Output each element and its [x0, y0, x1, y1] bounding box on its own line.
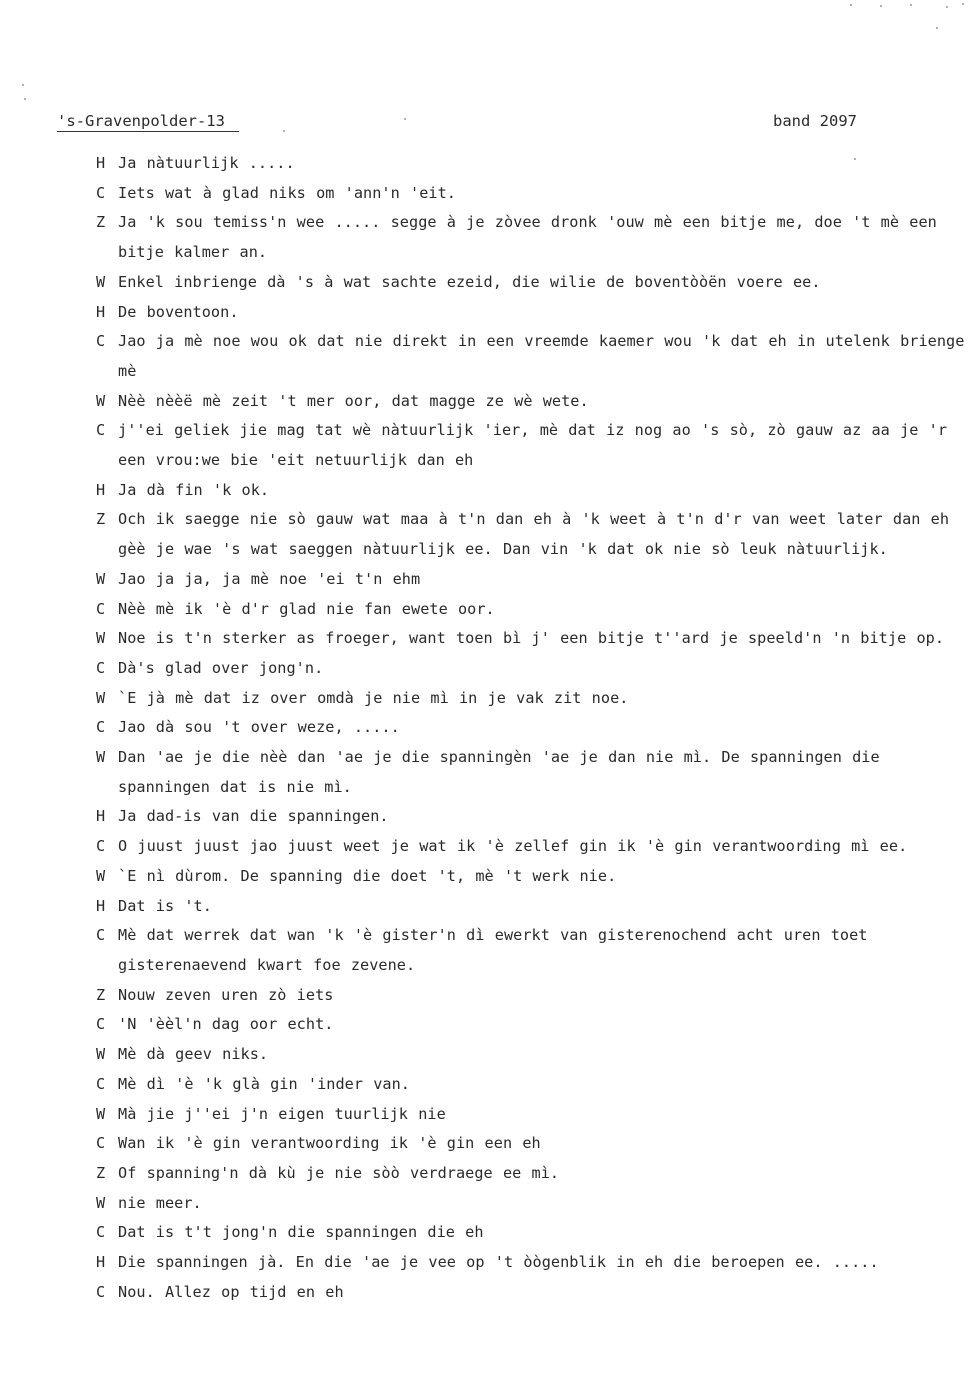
speaker-label: W: [96, 391, 106, 410]
utterance-text: Jao ja mè noe wou ok dat nie direkt in een vreemde kaemer wou 'k dat eh in utelenk brienge mè: [118, 332, 965, 380]
transcript-turn: [96, 1278, 972, 1308]
speaker-label: W: [96, 272, 106, 291]
speaker-label: H: [96, 154, 106, 172]
utterance-text: Dat is 't.: [118, 896, 212, 915]
transcript-turn: [96, 1248, 972, 1278]
utterance-text: Nouw zeven uren zò iets: [118, 985, 334, 1004]
utterance-text: `E nì dùrom. De spanning die doet 't, mè 't werk nie.: [118, 866, 617, 885]
utterance-text: Mè dì 'è 'k glà gin 'inder van.: [118, 1074, 411, 1093]
transcript-turn: [96, 565, 972, 595]
speaker-label: C: [96, 1134, 106, 1153]
transcript-turn: [96, 892, 972, 922]
speaker-label: W: [96, 1045, 106, 1064]
transcript-turn: [96, 981, 972, 1011]
speaker-label: H: [96, 896, 106, 915]
scan-speck: [910, 4, 912, 6]
utterance-text: Ja dà fin 'k ok.: [118, 480, 270, 499]
speaker-label: C: [96, 1074, 106, 1093]
transcript-turn: [96, 1189, 972, 1219]
transcript-turn: [96, 921, 972, 980]
scan-speck: [22, 84, 24, 86]
utterance-text: Ja nàtuurlijk .....: [118, 154, 295, 172]
utterance-text: Mà jie j''ei j'n eigen tuurlijk nie: [118, 1104, 446, 1123]
utterance-text: Mè dà geev niks.: [118, 1045, 269, 1064]
utterance-text: nie meer.: [118, 1193, 202, 1212]
transcript-turn: [96, 149, 972, 179]
transcript-turn: [96, 1159, 972, 1189]
utterance-text: Dà's glad over jong'n.: [118, 658, 324, 677]
speaker-label: C: [96, 1223, 106, 1242]
utterance-text: `E jà mè dat iz over omdà je nie mì in je vak zit noe.: [118, 688, 629, 707]
title-underline: [57, 131, 239, 132]
scan-speck: [850, 4, 852, 6]
utterance-text: Dat is t't jong'n die spanningen die eh: [118, 1223, 484, 1242]
speaker-label: C: [96, 332, 106, 351]
transcript-turn: [96, 1100, 972, 1130]
speaker-label: W: [96, 1104, 106, 1123]
tape-number: band 2097: [773, 112, 857, 130]
utterance-text: j''ei geliek jie mag tat wè nàtuurlijk 'ier, mè dat iz nog ao 's sò, zò gauw az aa je 'r een vrou:we bie 'eit netuurlijk dan eh: [118, 421, 948, 470]
speaker-label: W: [96, 1193, 106, 1212]
speaker-label: W: [96, 866, 106, 885]
utterance-text: Die spanningen jà. En die 'ae je vee op 't òògenblik in eh die beroepen ee. .....: [118, 1253, 879, 1272]
transcript-turn: [96, 179, 972, 209]
utterance-text: De boventoon.: [118, 302, 239, 321]
speaker-label: C: [96, 1015, 106, 1034]
transcript-turn: [96, 743, 972, 802]
transcript-body: [96, 149, 972, 1307]
utterance-text: Mè dat werrek dat wan 'k 'è gister'n dì ewerkt van gisterenochend acht uren toet gisterenaevend kwart foe zevene.: [118, 926, 868, 974]
utterance-text: Noe is t'n sterker as froeger, want toen bì j' een bitje t''ard je speeld'n 'n bitje op.: [118, 629, 945, 648]
scan-speck: [24, 98, 26, 100]
speaker-label: H: [96, 1253, 106, 1272]
page-header: [57, 112, 857, 134]
speaker-label: C: [96, 183, 106, 202]
transcript-turn: [96, 802, 972, 832]
speaker-label: H: [96, 302, 106, 321]
transcript-turn: [96, 595, 972, 625]
speaker-label: Z: [96, 213, 106, 232]
page-title: 's-Gravenpolder-13: [57, 112, 225, 130]
utterance-text: Ja dad-is van die spanningen.: [118, 807, 389, 826]
transcript-turn: [96, 327, 972, 386]
transcript-turn: [96, 298, 972, 328]
transcript-turn: [96, 416, 972, 475]
speaker-label: C: [96, 837, 106, 856]
speaker-label: H: [96, 480, 106, 499]
scan-speck: [880, 5, 882, 7]
scan-speck: [946, 6, 948, 8]
speaker-label: Z: [96, 1163, 106, 1182]
speaker-label: C: [96, 718, 106, 737]
utterance-text: Wan ik 'è gin verantwoording ik 'è gin een eh: [118, 1134, 541, 1153]
transcript-turn: [96, 268, 972, 298]
transcript-turn: [96, 624, 972, 654]
utterance-text: Jao dà sou 't over weze, .....: [118, 718, 400, 737]
transcript-turn: [96, 1218, 972, 1248]
transcript-turn: [96, 684, 972, 714]
speaker-label: C: [96, 926, 106, 945]
utterance-text: Of spanning'n dà kù je nie sòò verdraege ee mì.: [118, 1163, 560, 1182]
transcript-turn: [96, 1010, 972, 1040]
speaker-label: C: [96, 599, 106, 618]
transcript-turn: [96, 208, 972, 267]
speaker-label: W: [96, 688, 106, 707]
transcript-turn: [96, 1070, 972, 1100]
transcript-turn: [96, 832, 972, 862]
scan-speck: [936, 27, 938, 29]
speaker-label: W: [96, 748, 106, 767]
utterance-text: Ja 'k sou temiss'n wee ..... segge à je zòvee dronk 'ouw mè een bitje me, doe 't mè een bitje kalmer an.: [118, 213, 937, 262]
transcript-turn: [96, 862, 972, 892]
speaker-label: C: [96, 658, 106, 677]
utterance-text: Och ik saegge nie sò gauw wat maa à t'n dan eh à 'k weet à t'n d'r van weet later dan eh gèè je wae 's wat saeggen nàtuurlijk ee. Dan vin 'k dat ok nie sò leuk nàtuurlijk.: [118, 510, 950, 559]
utterance-text: O juust juust jao juust weet je wat ik 'è zellef gin ik 'è gin verantwoording mì ee.: [118, 837, 908, 856]
utterance-text: Nèè mè ik 'è d'r glad nie fan ewete oor.: [118, 599, 495, 618]
utterance-text: Dan 'ae je die nèè dan 'ae je die spanningèn 'ae je dan nie mì. De spanningen die spanningen dat is nie mì.: [118, 748, 880, 796]
speaker-label: H: [96, 807, 106, 826]
transcript-turn: [96, 654, 972, 684]
speaker-label: C: [96, 1282, 106, 1301]
utterance-text: Nou. Allez op tijd en eh: [118, 1282, 344, 1301]
scan-speck: [962, 3, 964, 5]
utterance-text: Enkel inbrienge dà 's à wat sachte ezeid, die wilie de boventòòën voere ee.: [118, 272, 821, 291]
utterance-text: Iets wat à glad niks om 'ann'n 'eit.: [118, 183, 456, 202]
speaker-label: C: [96, 421, 106, 440]
transcript-turn: [96, 387, 972, 417]
speaker-label: Z: [96, 985, 106, 1004]
transcript-turn: [96, 1040, 972, 1070]
utterance-text: 'N 'èèl'n dag oor echt.: [118, 1015, 334, 1034]
speaker-label: Z: [96, 510, 106, 529]
transcript-turn: [96, 476, 972, 506]
utterance-text: Jao ja ja, ja mè noe 'ei t'n ehm: [118, 569, 421, 588]
speaker-label: W: [96, 569, 106, 588]
speaker-label: W: [96, 629, 106, 648]
utterance-text: Nèè nèèë mè zeit 't mer oor, dat magge ze wè wete.: [118, 391, 589, 410]
transcript-turn: [96, 713, 972, 743]
transcript-turn: [96, 505, 972, 564]
transcript-turn: [96, 1129, 972, 1159]
